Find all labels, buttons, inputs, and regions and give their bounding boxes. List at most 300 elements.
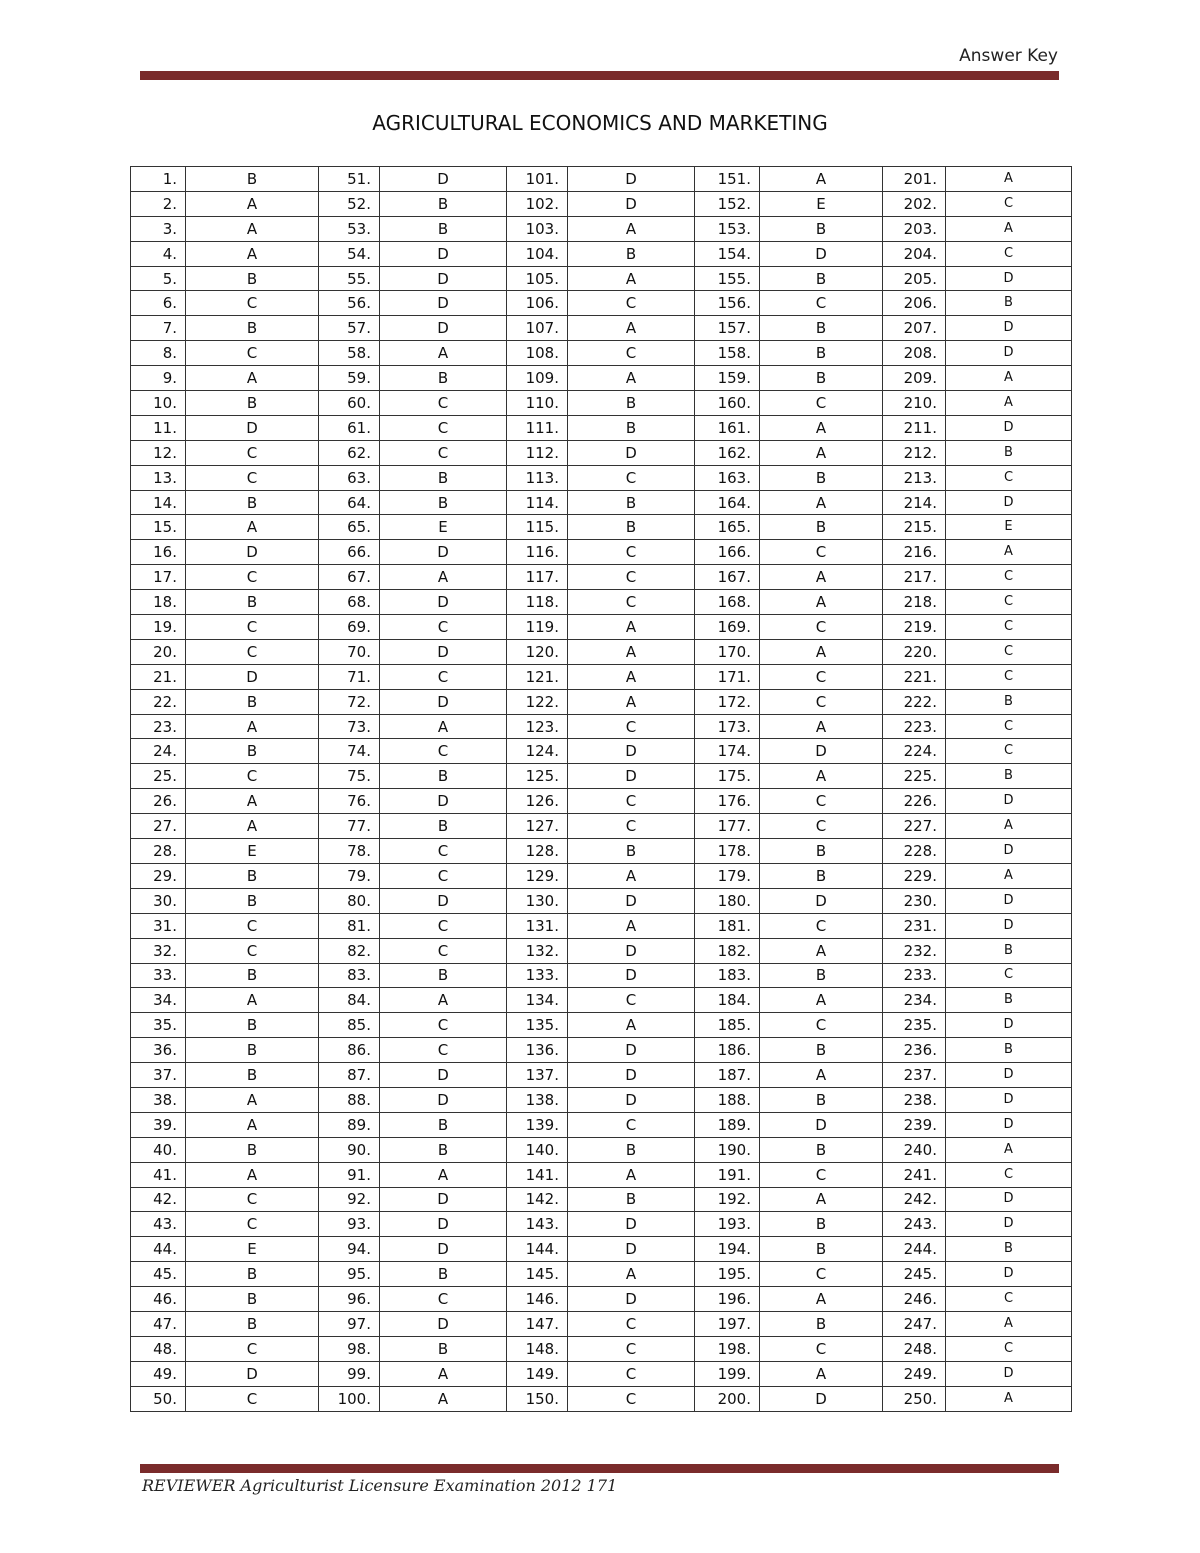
item-number: 119. <box>507 615 568 640</box>
item-number: 185. <box>695 1013 760 1038</box>
item-answer: C <box>380 938 507 963</box>
item-answer: A <box>186 1112 319 1137</box>
item-answer: D <box>568 440 695 465</box>
item-answer: B <box>380 1137 507 1162</box>
item-answer: A <box>186 789 319 814</box>
item-answer: D <box>946 839 1072 864</box>
table-row <box>131 1361 1072 1386</box>
item-number: 237. <box>883 1063 946 1088</box>
item-number: 48. <box>131 1336 186 1361</box>
item-number: 60. <box>319 391 380 416</box>
item-number: 220. <box>883 639 946 664</box>
item-answer: C <box>186 913 319 938</box>
item-answer: B <box>760 839 883 864</box>
item-answer: B <box>946 1237 1072 1262</box>
table-row <box>131 216 1072 241</box>
item-answer: A <box>946 1386 1072 1411</box>
item-answer: D <box>186 540 319 565</box>
item-answer: B <box>946 988 1072 1013</box>
table-row <box>131 515 1072 540</box>
item-number: 3. <box>131 216 186 241</box>
item-number: 152. <box>695 191 760 216</box>
top-divider <box>140 71 1059 80</box>
item-answer: B <box>760 1212 883 1237</box>
item-answer: B <box>760 515 883 540</box>
item-number: 26. <box>131 789 186 814</box>
item-answer: B <box>186 963 319 988</box>
item-number: 219. <box>883 615 946 640</box>
item-answer: D <box>946 415 1072 440</box>
item-answer: B <box>568 241 695 266</box>
item-answer: A <box>186 988 319 1013</box>
item-number: 133. <box>507 963 568 988</box>
item-number: 47. <box>131 1311 186 1336</box>
item-answer: A <box>186 366 319 391</box>
item-number: 40. <box>131 1137 186 1162</box>
footer-text: REVIEWER Agriculturist Licensure Examination 2012 171 <box>142 1476 618 1495</box>
item-answer: A <box>568 216 695 241</box>
table-row <box>131 391 1072 416</box>
item-number: 180. <box>695 888 760 913</box>
item-number: 146. <box>507 1287 568 1312</box>
item-answer: A <box>946 863 1072 888</box>
item-number: 188. <box>695 1087 760 1112</box>
item-number: 44. <box>131 1237 186 1262</box>
table-row <box>131 1063 1072 1088</box>
item-number: 169. <box>695 615 760 640</box>
table-row <box>131 789 1072 814</box>
item-number: 62. <box>319 440 380 465</box>
item-number: 226. <box>883 789 946 814</box>
item-answer: A <box>380 1361 507 1386</box>
item-number: 18. <box>131 590 186 615</box>
item-answer: B <box>186 167 319 192</box>
item-answer: B <box>186 1287 319 1312</box>
header-label: Answer Key <box>959 46 1058 66</box>
item-number: 177. <box>695 814 760 839</box>
item-number: 90. <box>319 1137 380 1162</box>
item-number: 43. <box>131 1212 186 1237</box>
item-number: 147. <box>507 1311 568 1336</box>
item-number: 2. <box>131 191 186 216</box>
item-number: 24. <box>131 739 186 764</box>
item-number: 235. <box>883 1013 946 1038</box>
item-number: 138. <box>507 1087 568 1112</box>
item-number: 22. <box>131 689 186 714</box>
item-answer: D <box>380 1187 507 1212</box>
item-answer: A <box>760 764 883 789</box>
item-answer: B <box>760 366 883 391</box>
item-number: 111. <box>507 415 568 440</box>
item-answer: C <box>760 1262 883 1287</box>
item-answer: C <box>186 1336 319 1361</box>
item-number: 67. <box>319 565 380 590</box>
item-answer: C <box>380 1013 507 1038</box>
item-number: 122. <box>507 689 568 714</box>
item-answer: C <box>568 341 695 366</box>
item-number: 183. <box>695 963 760 988</box>
item-number: 159. <box>695 366 760 391</box>
item-number: 16. <box>131 540 186 565</box>
item-number: 171. <box>695 664 760 689</box>
item-answer: B <box>568 1137 695 1162</box>
item-answer: D <box>380 167 507 192</box>
item-number: 225. <box>883 764 946 789</box>
item-number: 230. <box>883 888 946 913</box>
item-answer: D <box>568 167 695 192</box>
item-number: 100. <box>319 1386 380 1411</box>
item-answer: A <box>568 316 695 341</box>
item-answer: C <box>760 1013 883 1038</box>
item-answer: D <box>946 266 1072 291</box>
item-number: 113. <box>507 465 568 490</box>
item-answer: C <box>568 814 695 839</box>
item-answer: E <box>946 515 1072 540</box>
table-row <box>131 1162 1072 1187</box>
table-row <box>131 1187 1072 1212</box>
item-answer: A <box>380 988 507 1013</box>
item-answer: D <box>568 191 695 216</box>
item-number: 134. <box>507 988 568 1013</box>
item-number: 224. <box>883 739 946 764</box>
item-number: 79. <box>319 863 380 888</box>
item-answer: D <box>186 1361 319 1386</box>
table-row <box>131 1262 1072 1287</box>
item-answer: D <box>946 1187 1072 1212</box>
item-number: 23. <box>131 714 186 739</box>
item-number: 46. <box>131 1287 186 1312</box>
item-answer: D <box>380 639 507 664</box>
item-number: 89. <box>319 1112 380 1137</box>
item-number: 241. <box>883 1162 946 1187</box>
item-answer: A <box>946 366 1072 391</box>
item-number: 222. <box>883 689 946 714</box>
item-answer: A <box>186 241 319 266</box>
item-answer: C <box>568 590 695 615</box>
item-answer: C <box>380 664 507 689</box>
item-number: 214. <box>883 490 946 515</box>
item-number: 207. <box>883 316 946 341</box>
item-number: 148. <box>507 1336 568 1361</box>
item-answer: C <box>760 789 883 814</box>
item-answer: B <box>380 764 507 789</box>
item-answer: A <box>946 814 1072 839</box>
item-answer: A <box>946 1311 1072 1336</box>
item-number: 140. <box>507 1137 568 1162</box>
item-number: 131. <box>507 913 568 938</box>
item-answer: A <box>760 639 883 664</box>
item-answer: C <box>946 739 1072 764</box>
item-number: 141. <box>507 1162 568 1187</box>
item-number: 245. <box>883 1262 946 1287</box>
item-answer: B <box>568 839 695 864</box>
item-answer: C <box>946 1287 1072 1312</box>
item-answer: A <box>186 714 319 739</box>
item-answer: A <box>186 1087 319 1112</box>
item-number: 153. <box>695 216 760 241</box>
item-answer: C <box>380 839 507 864</box>
item-number: 105. <box>507 266 568 291</box>
item-answer: A <box>186 515 319 540</box>
item-answer: C <box>380 1038 507 1063</box>
item-answer: D <box>380 1237 507 1262</box>
item-answer: D <box>946 1262 1072 1287</box>
item-answer: B <box>568 391 695 416</box>
item-number: 218. <box>883 590 946 615</box>
item-answer: D <box>946 490 1072 515</box>
item-number: 163. <box>695 465 760 490</box>
item-answer: B <box>186 490 319 515</box>
item-number: 52. <box>319 191 380 216</box>
table-row <box>131 316 1072 341</box>
item-number: 182. <box>695 938 760 963</box>
item-answer: C <box>946 590 1072 615</box>
item-answer: C <box>186 341 319 366</box>
item-answer: D <box>568 963 695 988</box>
item-answer: C <box>380 913 507 938</box>
item-answer: D <box>946 1361 1072 1386</box>
item-answer: C <box>946 1162 1072 1187</box>
item-number: 88. <box>319 1087 380 1112</box>
item-number: 202. <box>883 191 946 216</box>
item-number: 227. <box>883 814 946 839</box>
item-answer: C <box>760 689 883 714</box>
item-answer: B <box>186 1262 319 1287</box>
item-number: 205. <box>883 266 946 291</box>
table-row <box>131 266 1072 291</box>
item-answer: A <box>760 565 883 590</box>
item-number: 76. <box>319 789 380 814</box>
item-answer: B <box>760 1311 883 1336</box>
item-number: 19. <box>131 615 186 640</box>
table-row <box>131 739 1072 764</box>
item-number: 176. <box>695 789 760 814</box>
item-number: 184. <box>695 988 760 1013</box>
item-answer: B <box>186 590 319 615</box>
item-number: 203. <box>883 216 946 241</box>
item-number: 167. <box>695 565 760 590</box>
item-number: 11. <box>131 415 186 440</box>
item-number: 25. <box>131 764 186 789</box>
item-answer: D <box>946 1063 1072 1088</box>
item-answer: B <box>186 316 319 341</box>
item-answer: D <box>568 1287 695 1312</box>
item-number: 8. <box>131 341 186 366</box>
item-number: 149. <box>507 1361 568 1386</box>
item-answer: B <box>760 465 883 490</box>
item-number: 112. <box>507 440 568 465</box>
item-answer: A <box>760 440 883 465</box>
item-answer: C <box>186 639 319 664</box>
item-number: 250. <box>883 1386 946 1411</box>
item-number: 249. <box>883 1361 946 1386</box>
table-row <box>131 540 1072 565</box>
item-number: 51. <box>319 167 380 192</box>
item-answer: D <box>380 590 507 615</box>
item-answer: B <box>380 490 507 515</box>
item-answer: A <box>380 1162 507 1187</box>
item-answer: D <box>186 415 319 440</box>
table-row <box>131 888 1072 913</box>
item-number: 73. <box>319 714 380 739</box>
item-number: 181. <box>695 913 760 938</box>
item-number: 68. <box>319 590 380 615</box>
item-number: 61. <box>319 415 380 440</box>
item-number: 155. <box>695 266 760 291</box>
item-number: 238. <box>883 1087 946 1112</box>
item-number: 17. <box>131 565 186 590</box>
table-row <box>131 167 1072 192</box>
item-answer: C <box>760 540 883 565</box>
item-answer: B <box>186 888 319 913</box>
item-number: 72. <box>319 689 380 714</box>
item-answer: C <box>568 1336 695 1361</box>
item-number: 187. <box>695 1063 760 1088</box>
item-answer: D <box>380 1063 507 1088</box>
item-number: 6. <box>131 291 186 316</box>
item-number: 84. <box>319 988 380 1013</box>
item-number: 1. <box>131 167 186 192</box>
item-number: 91. <box>319 1162 380 1187</box>
table-row <box>131 1137 1072 1162</box>
item-answer: C <box>380 615 507 640</box>
item-answer: A <box>568 615 695 640</box>
item-answer: A <box>568 664 695 689</box>
item-number: 80. <box>319 888 380 913</box>
item-answer: A <box>380 341 507 366</box>
item-answer: C <box>186 764 319 789</box>
item-number: 206. <box>883 291 946 316</box>
item-number: 135. <box>507 1013 568 1038</box>
item-number: 166. <box>695 540 760 565</box>
table-row <box>131 615 1072 640</box>
item-answer: C <box>380 863 507 888</box>
item-number: 175. <box>695 764 760 789</box>
item-number: 97. <box>319 1311 380 1336</box>
item-answer: D <box>380 1311 507 1336</box>
item-number: 189. <box>695 1112 760 1137</box>
item-number: 27. <box>131 814 186 839</box>
item-number: 193. <box>695 1212 760 1237</box>
item-number: 215. <box>883 515 946 540</box>
item-answer: C <box>568 1311 695 1336</box>
item-answer: B <box>760 341 883 366</box>
item-answer: B <box>760 863 883 888</box>
item-answer: C <box>186 565 319 590</box>
item-answer: A <box>568 1162 695 1187</box>
item-answer: D <box>946 1013 1072 1038</box>
item-answer: C <box>760 1162 883 1187</box>
item-number: 158. <box>695 341 760 366</box>
item-number: 13. <box>131 465 186 490</box>
table-row <box>131 565 1072 590</box>
item-number: 195. <box>695 1262 760 1287</box>
table-row <box>131 1311 1072 1336</box>
item-answer: C <box>946 664 1072 689</box>
item-number: 99. <box>319 1361 380 1386</box>
item-answer: C <box>568 1112 695 1137</box>
item-answer: D <box>946 1112 1072 1137</box>
item-number: 104. <box>507 241 568 266</box>
item-answer: D <box>946 1212 1072 1237</box>
table-row <box>131 814 1072 839</box>
item-answer: A <box>568 1013 695 1038</box>
item-number: 137. <box>507 1063 568 1088</box>
item-answer: A <box>760 1361 883 1386</box>
item-answer: C <box>760 615 883 640</box>
item-number: 95. <box>319 1262 380 1287</box>
item-answer: C <box>946 615 1072 640</box>
table-row <box>131 988 1072 1013</box>
item-answer: C <box>380 391 507 416</box>
item-number: 199. <box>695 1361 760 1386</box>
item-answer: B <box>186 266 319 291</box>
item-number: 35. <box>131 1013 186 1038</box>
item-number: 248. <box>883 1336 946 1361</box>
item-number: 31. <box>131 913 186 938</box>
item-number: 101. <box>507 167 568 192</box>
item-number: 170. <box>695 639 760 664</box>
item-answer: B <box>186 1137 319 1162</box>
item-answer: C <box>946 191 1072 216</box>
item-answer: B <box>568 515 695 540</box>
item-answer: A <box>760 938 883 963</box>
item-answer: A <box>946 540 1072 565</box>
item-answer: C <box>760 664 883 689</box>
item-number: 29. <box>131 863 186 888</box>
item-answer: D <box>946 913 1072 938</box>
item-answer: D <box>946 888 1072 913</box>
item-number: 216. <box>883 540 946 565</box>
item-number: 64. <box>319 490 380 515</box>
item-number: 204. <box>883 241 946 266</box>
table-row <box>131 1087 1072 1112</box>
item-number: 228. <box>883 839 946 864</box>
item-answer: A <box>760 1287 883 1312</box>
item-answer: A <box>760 415 883 440</box>
table-row <box>131 366 1072 391</box>
item-number: 198. <box>695 1336 760 1361</box>
item-number: 231. <box>883 913 946 938</box>
item-number: 150. <box>507 1386 568 1411</box>
table-row <box>131 689 1072 714</box>
item-answer: C <box>568 1361 695 1386</box>
table-row <box>131 490 1072 515</box>
item-answer: A <box>380 565 507 590</box>
item-number: 10. <box>131 391 186 416</box>
answer-key-table <box>130 166 1072 1412</box>
item-number: 229. <box>883 863 946 888</box>
table-row <box>131 1013 1072 1038</box>
item-answer: B <box>760 266 883 291</box>
item-answer: D <box>380 689 507 714</box>
item-answer: B <box>186 1038 319 1063</box>
item-number: 82. <box>319 938 380 963</box>
item-number: 154. <box>695 241 760 266</box>
item-number: 118. <box>507 590 568 615</box>
item-answer: B <box>760 216 883 241</box>
table-row <box>131 639 1072 664</box>
item-number: 211. <box>883 415 946 440</box>
item-number: 28. <box>131 839 186 864</box>
item-answer: A <box>760 590 883 615</box>
table-row <box>131 714 1072 739</box>
item-answer: A <box>760 1187 883 1212</box>
item-number: 217. <box>883 565 946 590</box>
item-number: 94. <box>319 1237 380 1262</box>
item-number: 37. <box>131 1063 186 1088</box>
item-answer: C <box>946 241 1072 266</box>
